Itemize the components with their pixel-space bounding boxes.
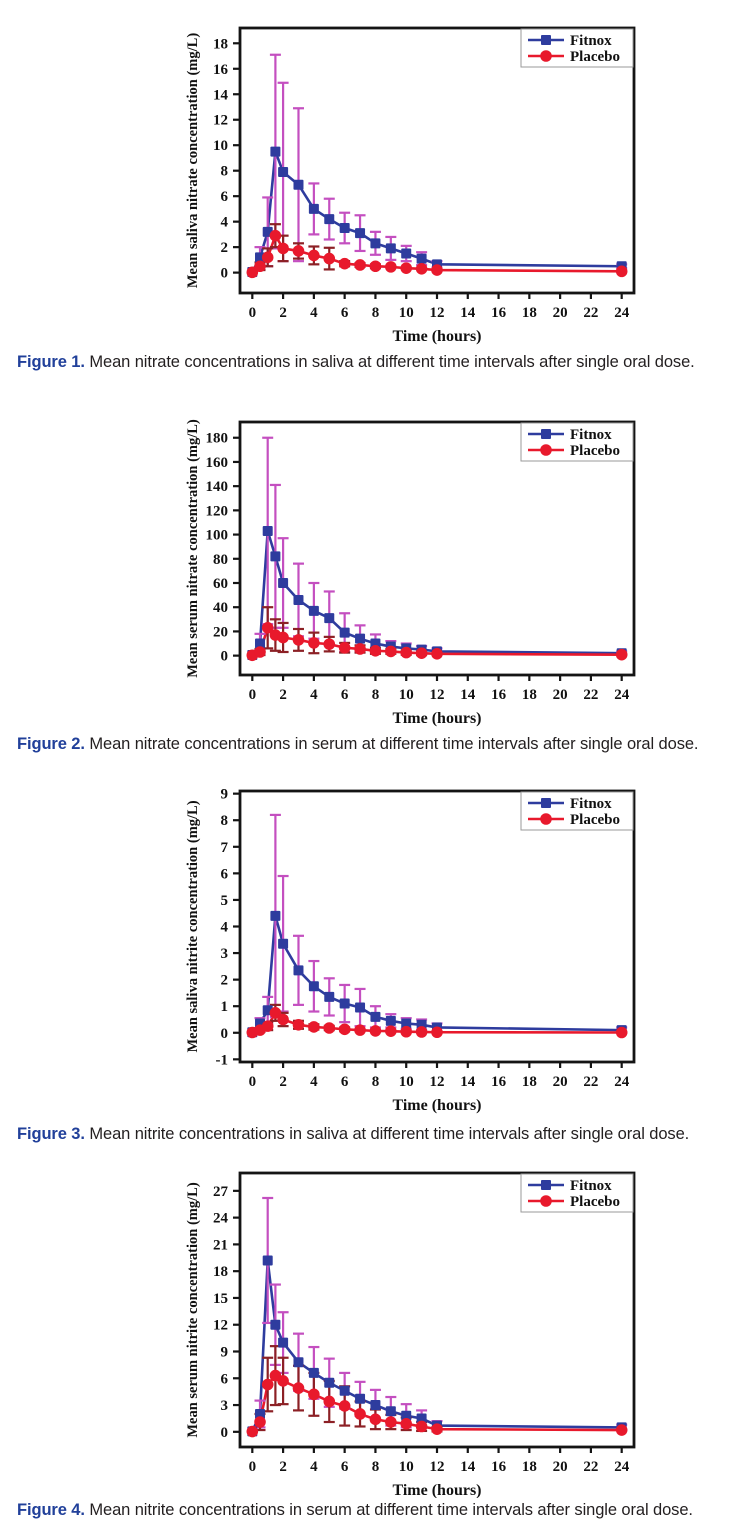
svg-text:60: 60: [213, 576, 228, 592]
svg-text:6: 6: [340, 1074, 349, 1090]
figure-4-caption: [17, 1500, 731, 1521]
figure-3-chart: [0, 778, 745, 1118]
series-fitnox-line: [252, 531, 621, 655]
svg-text:12: 12: [429, 1459, 445, 1475]
svg-text:0: 0: [248, 687, 257, 703]
svg-text:0: 0: [220, 648, 228, 665]
svg-text:6: 6: [340, 305, 349, 321]
figure-3-caption-label: Figure 3.: [17, 1125, 85, 1143]
svg-text:-1: -1: [215, 1052, 228, 1069]
svg-text:16: 16: [491, 1459, 507, 1475]
legend-placebo-label: Placebo: [570, 443, 620, 459]
svg-text:18: 18: [521, 687, 537, 703]
svg-text:Mean serum nitrite concentrati: Mean serum nitrite concentration (mg/L): [185, 1182, 201, 1438]
y-axis-label: [185, 800, 201, 1052]
svg-text:14: 14: [460, 1074, 476, 1090]
x-axis-label: [392, 710, 481, 727]
series-fitnox-line: [252, 916, 621, 1032]
axes: [216, 787, 630, 1090]
svg-text:Time (hours): Time (hours): [392, 1482, 482, 1498]
svg-text:3: 3: [220, 946, 228, 963]
legend: [521, 423, 633, 461]
svg-text:8: 8: [371, 305, 380, 321]
svg-text:1: 1: [220, 999, 228, 1016]
series-fitnox-markers: [247, 1255, 626, 1436]
svg-text:16: 16: [491, 1074, 507, 1090]
svg-text:2: 2: [279, 1459, 287, 1475]
svg-text:20: 20: [552, 305, 568, 321]
svg-text:20: 20: [552, 687, 568, 703]
svg-text:0: 0: [248, 1459, 257, 1475]
series-fitnox-errorbars: [255, 55, 628, 268]
svg-text:100: 100: [205, 527, 228, 544]
figure-1-chart: [0, 8, 745, 348]
svg-text:3: 3: [220, 1398, 228, 1415]
svg-text:9: 9: [220, 786, 228, 803]
svg-text:22: 22: [583, 1074, 599, 1090]
svg-text:14: 14: [460, 1459, 476, 1475]
svg-text:2: 2: [220, 972, 228, 989]
legend: [521, 29, 633, 67]
svg-text:2: 2: [279, 305, 287, 321]
figure-1-caption: [17, 352, 731, 373]
svg-text:5: 5: [220, 892, 228, 909]
svg-text:0: 0: [248, 1074, 257, 1090]
figure-1-caption-text: Mean nitrate concentrations in saliva at different time intervals after single oral dose.: [89, 353, 695, 371]
svg-text:10: 10: [398, 687, 414, 703]
svg-text:12: 12: [429, 687, 445, 703]
series-fitnox-markers: [247, 147, 626, 277]
svg-text:22: 22: [583, 305, 599, 321]
svg-text:0: 0: [220, 1424, 228, 1441]
svg-text:10: 10: [398, 1074, 414, 1090]
legend-fitnox-label: Fitnox: [570, 796, 612, 812]
svg-text:8: 8: [371, 1459, 380, 1475]
svg-text:Mean serum nitrate concentrati: Mean serum nitrate concentration (mg/L): [185, 419, 201, 678]
svg-text:8: 8: [220, 163, 228, 180]
svg-text:2: 2: [220, 240, 228, 257]
legend-placebo-label: Placebo: [570, 1194, 620, 1210]
svg-text:180: 180: [205, 430, 228, 447]
series-fitnox-markers: [247, 911, 626, 1037]
svg-text:Time (hours): Time (hours): [392, 710, 482, 727]
svg-text:24: 24: [614, 1459, 630, 1475]
series-fitnox-errorbars: [255, 815, 628, 1033]
svg-text:18: 18: [213, 1264, 228, 1281]
svg-text:4: 4: [220, 919, 228, 936]
y-axis-label: [185, 419, 201, 678]
legend-fitnox-label: Fitnox: [570, 427, 612, 443]
svg-text:Time (hours): Time (hours): [392, 328, 482, 345]
series-fitnox-line: [252, 1260, 621, 1431]
series-fitnox-errorbars: [255, 438, 628, 655]
svg-text:18: 18: [521, 1074, 537, 1090]
svg-text:4: 4: [220, 214, 228, 231]
legend: [521, 792, 633, 830]
svg-text:4: 4: [310, 1459, 318, 1475]
svg-text:6: 6: [340, 1459, 349, 1475]
svg-text:4: 4: [310, 1074, 318, 1090]
svg-text:80: 80: [213, 551, 228, 568]
svg-text:40: 40: [213, 600, 228, 617]
svg-text:20: 20: [552, 1074, 568, 1090]
svg-text:18: 18: [213, 36, 228, 53]
svg-text:16: 16: [213, 61, 228, 78]
svg-text:Mean saliva nitrate concentrat: Mean saliva nitrate concentration (mg/L): [185, 32, 201, 289]
axes: [206, 431, 630, 703]
svg-text:4: 4: [310, 687, 318, 703]
y-axis-label: [185, 1182, 201, 1437]
svg-text:12: 12: [213, 1317, 228, 1334]
svg-text:10: 10: [213, 138, 228, 155]
svg-text:24: 24: [213, 1210, 228, 1227]
svg-text:4: 4: [310, 305, 318, 321]
svg-text:7: 7: [220, 839, 228, 856]
svg-text:12: 12: [213, 112, 228, 129]
svg-text:18: 18: [521, 305, 537, 321]
x-axis-label: [392, 1097, 481, 1114]
legend-fitnox-label: Fitnox: [570, 33, 612, 49]
figure-3-caption-text: Mean nitrite concentrations in saliva at different time intervals after single oral dose.: [89, 1125, 690, 1143]
figure-4-chart: [0, 1162, 745, 1498]
figure-3-caption: [17, 1124, 731, 1145]
svg-text:120: 120: [205, 503, 228, 520]
svg-text:2: 2: [279, 687, 287, 703]
svg-text:10: 10: [398, 305, 414, 321]
figure-2-caption-label: Figure 2.: [17, 735, 85, 753]
figure-4-caption-text: Mean nitrite concentrations in serum at different time intervals after single oral dose.: [89, 1501, 693, 1519]
svg-text:20: 20: [213, 624, 228, 641]
svg-text:21: 21: [213, 1237, 228, 1254]
svg-text:2: 2: [279, 1074, 287, 1090]
legend-placebo-label: Placebo: [570, 49, 620, 65]
svg-text:24: 24: [614, 305, 630, 321]
svg-text:24: 24: [614, 1074, 630, 1090]
svg-text:10: 10: [398, 1459, 414, 1475]
svg-text:9: 9: [220, 1344, 228, 1361]
figure-2-caption-text: Mean nitrate concentrations in serum at different time intervals after single oral dose.: [89, 735, 699, 753]
svg-text:20: 20: [552, 1459, 568, 1475]
svg-text:8: 8: [371, 1074, 380, 1090]
svg-text:12: 12: [429, 305, 445, 321]
figure-2-chart: [0, 408, 745, 730]
svg-text:0: 0: [248, 305, 257, 321]
svg-text:Time (hours): Time (hours): [392, 1097, 482, 1114]
figure-2-caption: [17, 734, 731, 755]
svg-text:12: 12: [429, 1074, 445, 1090]
svg-text:14: 14: [460, 305, 476, 321]
legend: [521, 1174, 633, 1212]
svg-text:8: 8: [371, 687, 380, 703]
svg-text:15: 15: [213, 1290, 228, 1307]
x-axis-label: [392, 1482, 481, 1498]
svg-text:14: 14: [213, 87, 228, 104]
svg-text:160: 160: [205, 454, 228, 471]
y-axis-label: [185, 33, 201, 288]
x-axis-label: [392, 328, 481, 345]
svg-text:8: 8: [220, 813, 228, 830]
svg-text:14: 14: [460, 687, 476, 703]
svg-text:27: 27: [213, 1183, 228, 1200]
svg-text:6: 6: [220, 189, 228, 206]
svg-text:22: 22: [583, 687, 599, 703]
legend-fitnox-label: Fitnox: [570, 1178, 612, 1194]
figure-4-caption-label: Figure 4.: [17, 1501, 85, 1519]
svg-text:6: 6: [220, 866, 228, 883]
svg-text:6: 6: [340, 687, 349, 703]
svg-text:Mean saliva nitrite concentrat: Mean saliva nitrite concentration (mg/L): [185, 800, 201, 1053]
svg-text:22: 22: [583, 1459, 599, 1475]
legend-placebo-label: Placebo: [570, 812, 620, 828]
svg-text:0: 0: [220, 1025, 228, 1042]
svg-text:16: 16: [491, 305, 507, 321]
svg-text:0: 0: [220, 265, 228, 282]
svg-text:6: 6: [220, 1371, 228, 1388]
svg-text:18: 18: [521, 1459, 537, 1475]
svg-text:16: 16: [491, 687, 507, 703]
figure-1-caption-label: Figure 1.: [17, 353, 85, 371]
svg-text:140: 140: [205, 479, 228, 496]
svg-text:24: 24: [614, 687, 630, 703]
